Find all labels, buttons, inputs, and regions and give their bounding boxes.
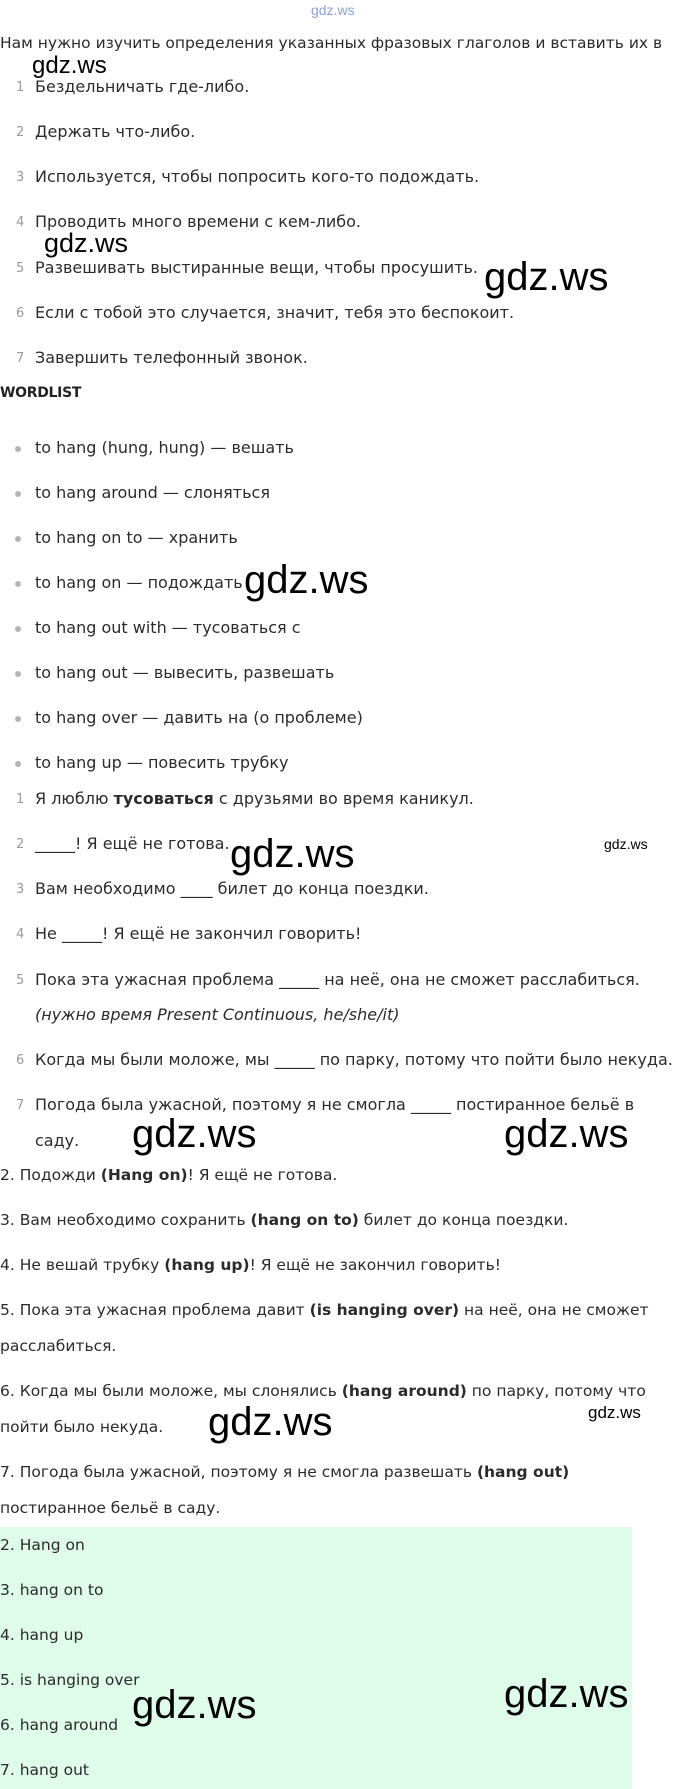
item-text: to hang on — подождать (35, 573, 243, 592)
watermark: gdz.ws (504, 1112, 629, 1156)
watermark: gdz.ws (208, 1400, 333, 1444)
watermark: gdz.ws (504, 1672, 629, 1716)
item-number: 4 (16, 927, 25, 942)
item-number: 1 (16, 80, 25, 95)
bullet-icon (15, 671, 21, 677)
watermark: gdz.ws (484, 255, 609, 299)
item-number: 2 (16, 125, 25, 140)
answer-line-cont: расслабиться. (0, 1337, 117, 1355)
summary-item: 3. hang on to (0, 1581, 104, 1599)
item-number: 4 (16, 215, 25, 230)
item-text: Не _____! Я ещё не закончил говорить! (35, 924, 362, 943)
answer-line: 6. Когда мы были моложе, мы слонялись (hang around) по парку, потому что (0, 1382, 646, 1400)
answer-line: 2. Подожди (Hang on)! Я ещё не готова. (0, 1166, 338, 1184)
intro-text: Нам нужно изучить определения указанных фразовых глаголов и вставить их в (0, 34, 663, 52)
answer-line-cont: постиранное бельё в саду. (0, 1499, 221, 1517)
item-number: 7 (16, 1098, 25, 1113)
summary-item: 2. Hang on (0, 1536, 85, 1554)
item-text: Я люблю тусоваться с друзьями во время каникул. (35, 789, 474, 808)
item-text: to hang (hung, hung) — вешать (35, 438, 294, 457)
bullet-icon (15, 581, 21, 587)
item-text: to hang out — вывесить, развешать (35, 663, 335, 682)
watermark: gdz.ws (244, 558, 369, 602)
summary-item: 4. hang up (0, 1626, 84, 1644)
item-text: Завершить телефонный звонок. (35, 348, 308, 367)
answer-line-cont: пойти было некуда. (0, 1418, 164, 1436)
answer-line: 4. Не вешай трубку (hang up)! Я ещё не закончил говорить! (0, 1256, 501, 1274)
wordlist-heading: WORDLIST (0, 385, 82, 401)
item-number: 3 (16, 170, 25, 185)
item-text: Развешивать выстиранные вещи, чтобы просушить. (35, 258, 478, 277)
watermark: gdz.ws (230, 832, 355, 876)
watermark: gdz.ws (132, 1112, 257, 1156)
answer-line: 5. Пока эта ужасная проблема давит (is hanging over) на неё, она не сможет (0, 1301, 649, 1319)
item-number: 2 (16, 837, 25, 852)
summary-item: 5. is hanging over (0, 1671, 140, 1689)
item-text: to hang over — давить на (о проблеме) (35, 708, 363, 727)
answer-line: 3. Вам необходимо сохранить (hang on to) билет до конца поездки. (0, 1211, 569, 1229)
answer-line: 7. Погода была ужасной, поэтому я не смогла развешать (hang out) (0, 1463, 570, 1481)
bullet-icon (15, 446, 21, 452)
bullet-icon (15, 491, 21, 497)
item-text: Пока эта ужасная проблема _____ на неё, она не сможет расслабиться. (35, 970, 640, 989)
watermark: gdz.ws (588, 1403, 641, 1422)
item-text: _____! Я ещё не готова. (35, 834, 230, 853)
bullet-icon (15, 626, 21, 632)
top-watermark: gdz.ws (311, 2, 355, 18)
item-text: to hang around — слоняться (35, 483, 270, 502)
item-text: Вам необходимо ____ билет до конца поездки. (35, 879, 429, 898)
item-number: 6 (16, 1053, 25, 1068)
item-text-cont: саду. (35, 1131, 80, 1150)
item-number: 5 (16, 973, 25, 988)
item-text: Используется, чтобы попросить кого-то подождать. (35, 167, 480, 186)
item-text: Когда мы были моложе, мы _____ по парку, потому что пойти было некуда. (35, 1050, 673, 1069)
item-number: 3 (16, 882, 25, 897)
item-text: to hang out with — тусоваться с (35, 618, 301, 637)
item-number: 7 (16, 351, 25, 366)
item-text: Бездельничать где-либо. (35, 77, 250, 96)
answer-summary-box (0, 1527, 632, 1789)
watermark: gdz.ws (32, 52, 107, 79)
summary-item: 6. hang around (0, 1716, 119, 1734)
bullet-icon (15, 761, 21, 767)
item-text: Погода была ужасной, поэтому я не смогла _____ постиранное бельё в (35, 1095, 635, 1114)
watermark: gdz.ws (44, 228, 129, 258)
item-number: 1 (16, 792, 25, 807)
item-text: to hang up — повесить трубку (35, 753, 289, 772)
bullet-icon (15, 536, 21, 542)
item-number: 5 (16, 261, 25, 276)
summary-item: 7. hang out (0, 1761, 90, 1779)
watermark: gdz.ws (132, 1683, 257, 1727)
item-text: Проводить много времени с кем-либо. (35, 212, 361, 231)
item-number: 6 (16, 306, 25, 321)
item-note: (нужно время Present Continuous, he/she/it) (35, 1005, 400, 1024)
item-text: Если с тобой это случается, значит, тебя это беспокоит. (35, 303, 515, 322)
item-text: Держать что-либо. (35, 122, 196, 141)
watermark: gdz.ws (604, 836, 648, 852)
item-text: to hang on to — хранить (35, 528, 238, 547)
bullet-icon (15, 716, 21, 722)
